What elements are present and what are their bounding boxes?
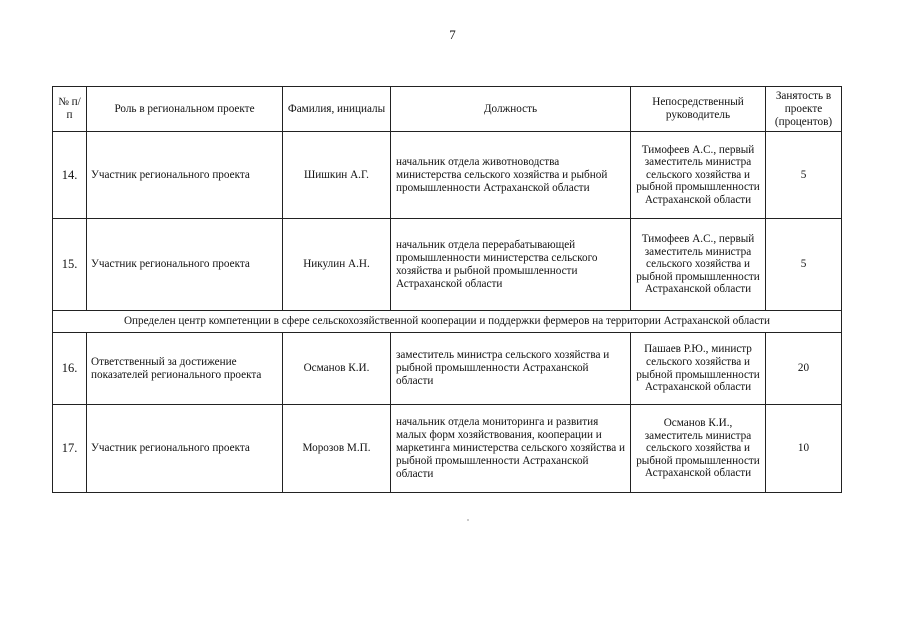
section-title: Определен центр компетенции в сфере сельскохозяйственной кооперации и поддержки фермеров на территории Астраханской области xyxy=(53,311,842,333)
header-name: Фамилия, инициалы xyxy=(283,87,391,132)
page-number: 7 xyxy=(449,27,456,42)
scan-speck xyxy=(467,519,469,521)
row-num: 16. xyxy=(53,333,87,405)
row-name: Османов К.И. xyxy=(283,333,391,405)
row-employment: 10 xyxy=(766,405,842,493)
row-num: 14. xyxy=(53,132,87,219)
header-role: Роль в региональном проекте xyxy=(87,87,283,132)
row-position: начальник отдела мониторинга и развития малых форм хозяйствования, кооперации и маркетинга министерства сельского хозяйства и рыбной промышленности Астраханской области xyxy=(391,405,631,493)
row-role: Участник регионального проекта xyxy=(87,219,283,311)
project-staff-table xyxy=(52,86,842,493)
row-employment: 5 xyxy=(766,132,842,219)
row-name: Шишкин А.Г. xyxy=(283,132,391,219)
row-position: начальник отдела животноводства министерства сельского хозяйства и рыбной промышленности Астраханской области xyxy=(391,132,631,219)
section-row xyxy=(53,311,842,333)
row-name: Морозов М.П. xyxy=(283,405,391,493)
row-supervisor: Пашаев Р.Ю., министр сельского хозяйства и рыбной промышленности Астраханской области xyxy=(631,333,766,405)
row-num: 17. xyxy=(53,405,87,493)
row-supervisor: Тимофеев А.С., первый заместитель министра сельского хозяйства и рыбной промышленности Астраханской области xyxy=(631,132,766,219)
row-role: Участник регионального проекта xyxy=(87,132,283,219)
row-role: Ответственный за достижение показателей регионального проекта xyxy=(87,333,283,405)
header-position: Должность xyxy=(391,87,631,132)
row-name: Никулин А.Н. xyxy=(283,219,391,311)
table-row xyxy=(53,219,842,311)
table-row xyxy=(53,132,842,219)
row-position: начальник отдела перерабатывающей промышленности министерства сельского хозяйства и рыбной промышленности Астраханской области xyxy=(391,219,631,311)
row-role: Участник регионального проекта xyxy=(87,405,283,493)
row-supervisor: Османов К.И., заместитель министра сельского хозяйства и рыбной промышленности Астраханской области xyxy=(631,405,766,493)
row-num: 15. xyxy=(53,219,87,311)
row-employment: 5 xyxy=(766,219,842,311)
row-employment: 20 xyxy=(766,333,842,405)
header-supervisor: Непосредственный руководитель xyxy=(631,87,766,132)
header-employment: Занятость в проекте (процентов) xyxy=(766,87,842,132)
table-header-row xyxy=(53,87,842,132)
header-num: № п/п xyxy=(53,87,87,132)
row-supervisor: Тимофеев А.С., первый заместитель министра сельского хозяйства и рыбной промышленности Астраханской области xyxy=(631,219,766,311)
table-row xyxy=(53,333,842,405)
table-row xyxy=(53,405,842,493)
row-position: заместитель министра сельского хозяйства и рыбной промышленности Астраханской области xyxy=(391,333,631,405)
